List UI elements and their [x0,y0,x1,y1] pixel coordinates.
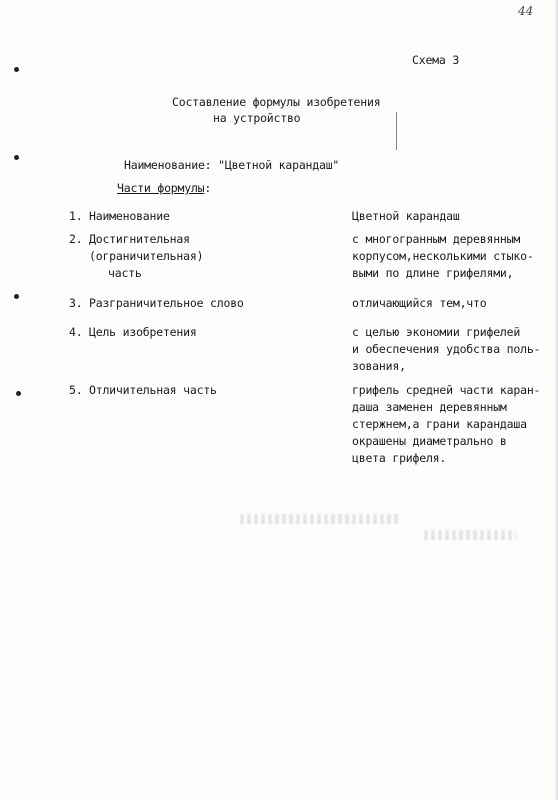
title-line-1: Составление формулы изобретения [172,95,381,109]
item-number: 5. [69,383,83,397]
bleed-through-smudge [424,530,516,540]
scheme-label: Схема 3 [412,53,460,67]
item-label: Цель изобретения [89,325,197,339]
item-value: Цветной карандаш [352,209,460,223]
item-value: стержнем,а грани карандаша [352,417,527,431]
title-line-2: на устройство [213,111,301,125]
item-value: окрашены диаметрально в [352,434,507,448]
item-value: с целью экономии грифелей [352,325,521,339]
item-number: 3. [69,296,83,310]
binding-hole-dot [14,155,19,160]
item-value: выми по длине грифелями, [352,266,514,280]
item-number: 2. [69,232,83,246]
item-value: и обеспечения удобства поль- [352,342,541,356]
item-label: (ограничительная) [89,249,204,263]
bleed-through-smudge [240,514,400,524]
item-label: Достигнительная [89,232,190,246]
item-number: 1. [69,209,83,223]
item-value: зования, [352,359,406,373]
item-value: отличающийся тем,что [352,296,487,310]
item-value: цвета грифеля. [352,451,447,465]
item-number: 4. [69,325,83,339]
margin-mark [396,112,397,150]
binding-hole-dot [16,391,21,396]
item-label: Наименование [89,209,170,223]
item-label: Отличительная часть [89,383,217,397]
binding-hole-dot [14,294,19,299]
page-number: 44 [518,4,534,18]
binding-hole-dot [14,67,19,72]
item-label: часть [108,266,142,280]
parts-colon: : [204,181,212,195]
item-value: даша заменен деревянным [352,400,507,414]
item-value: корпусом,несколькими стыко- [352,249,534,263]
item-label: Разграничительное слово [89,296,244,310]
name-line: Наименование: "Цветной карандаш" [124,158,340,172]
parts-label: Части формулы [117,181,205,195]
item-value: грифель средней части каран- [352,383,541,397]
parts-heading [117,180,211,196]
item-value: с многогранным деревянным [352,232,521,246]
